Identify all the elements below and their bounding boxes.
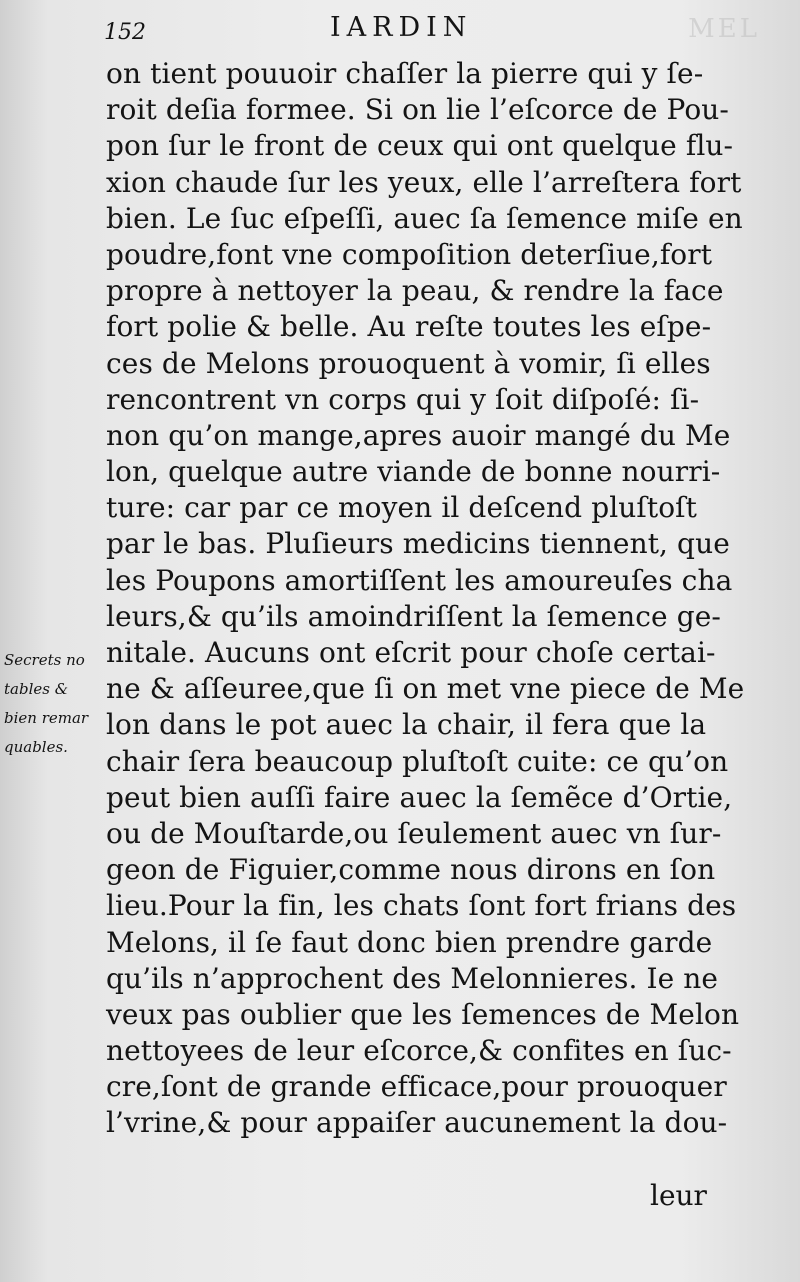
text-line: chair ſera beaucoup pluſtoſt cuite: ce qu’on (106, 744, 729, 778)
text-line: ou de Mouſtarde,ou ſeulement auec vn ſur- (106, 816, 722, 850)
text-line: ne & aſſeuree,que ſi on met vne piece de Me (106, 672, 745, 706)
text-line: veux pas oublier que les ſemences de Melon (106, 997, 740, 1031)
text-line: peut bien auſſi faire auec la ſemẽce d’Ortie, (106, 780, 733, 814)
text-line: par le bas. Pluſieurs medicins tiennent, que (106, 527, 730, 561)
marginal-note-line: quables. (4, 738, 68, 756)
text-line: cre,ſont de grande efficace,pour prouoquer (106, 1070, 727, 1104)
marginal-note (4, 646, 104, 762)
catchword: leur (650, 1179, 707, 1212)
text-line: geon de Figuier,comme nous dirons en ſon (106, 853, 716, 887)
text-line: Melons, il ſe faut donc bien prendre garde (106, 925, 713, 959)
text-line: nitale. Aucuns ont eſcrit pour choſe certai- (106, 636, 716, 669)
marginal-note-line: Secrets no (4, 651, 85, 669)
body-text (106, 56, 745, 1142)
text-line: non qu’on mange,apres auoir mangé du Me (106, 418, 731, 452)
text-line: lon dans le pot auec la chair, il fera que la (106, 708, 707, 742)
marginal-note-line: tables & (4, 680, 69, 698)
text-line: leurs,& qu’ils amoindriſſent la ſemence ge- (106, 599, 721, 633)
text-line: ture: car par ce moyen il deſcend pluſtoſt (106, 491, 697, 525)
text-line: rencontrent vn corps qui y ſoit diſpoſé: ſi- (106, 382, 700, 416)
page-number: 152 (104, 20, 146, 45)
text-line: pon ſur le front de ceux qui ont quelque flu- (106, 129, 734, 163)
text-line: ces de Melons prouoquent à vomir, ſi elles (106, 346, 711, 380)
text-line: nettoyees de leur eſcorce,& confites en ſuc- (106, 1034, 732, 1068)
text-line: roit deſia formee. Si on lie l’eſcorce de Pou- (106, 93, 729, 127)
text-line: xion chaude ſur les yeux, elle l’arreſtera fort (106, 165, 742, 199)
marginal-note-line: bien remar (4, 709, 89, 727)
text-line: bien. Le ſuc eſpeſſi, auec ſa ſemence miſe en (106, 201, 743, 235)
bleed-through-text: MEL (688, 14, 760, 44)
text-line: lieu.Pour la fin, les chats ſont fort frians des (106, 889, 737, 923)
text-line: fort polie & belle. Au reſte toutes les eſpe- (106, 310, 712, 344)
text-line: l’vrine,& pour appaiſer aucunement la dou- (106, 1106, 728, 1140)
text-line: lon, quelque autre viande de bonne nourri- (106, 455, 721, 489)
text-line: on tient pouuoir chaſſer la pierre qui y ſe- (106, 57, 704, 90)
text-line: qu’ils n’approchent des Melonnieres. Ie ne (106, 961, 719, 995)
running-title: IARDIN (330, 12, 473, 43)
text-line: les Poupons amortiſſent les amoureuſes cha (106, 563, 733, 597)
text-line: poudre,font vne compoſition deterſiue,fort (106, 237, 713, 271)
text-line: propre à nettoyer la peau, & rendre la face (106, 274, 724, 308)
